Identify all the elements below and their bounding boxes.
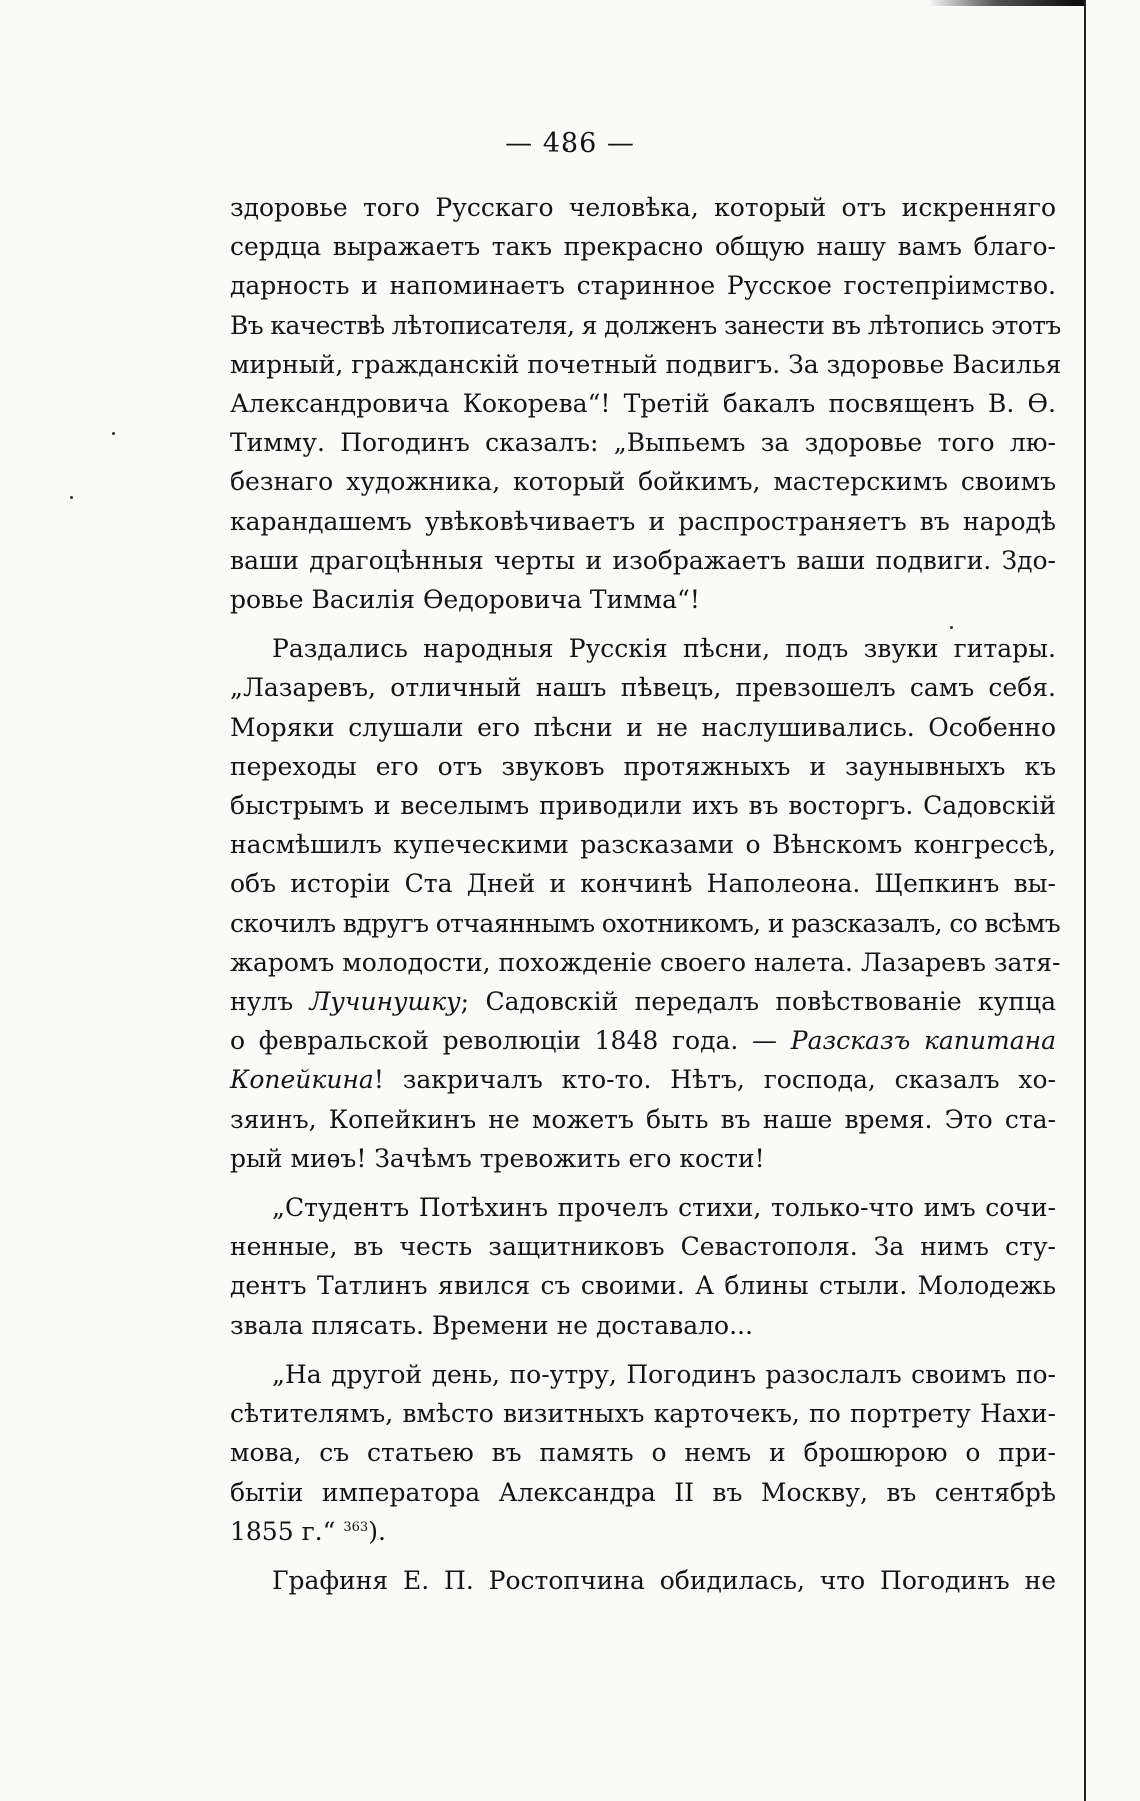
body-text bbox=[230, 188, 1062, 1600]
text-line-indented bbox=[230, 629, 1056, 668]
text-span: нулъ bbox=[230, 987, 294, 1017]
footnote-marker: 363 bbox=[343, 1519, 369, 1535]
text-line: зяинъ, Копейкинъ не можетъ быть въ наше время. Это ста- bbox=[230, 1104, 1056, 1134]
paragraph-gap bbox=[230, 1551, 1056, 1561]
text-line: ровье Василія Ѳедоровича Тимма“! bbox=[230, 585, 700, 615]
italic-title: Лучинушку bbox=[309, 987, 461, 1017]
text-line: „На другой день, по-утру, Погодинъ разослалъ своимъ по- bbox=[272, 1359, 1056, 1389]
text-span: ! закричалъ кто-то. Нѣтъ, господа, сказалъ хо- bbox=[373, 1065, 1056, 1095]
paragraph-gap bbox=[230, 1178, 1056, 1188]
text-line: звала плясать. Времени не доставало... bbox=[230, 1310, 753, 1340]
text-line-mixed bbox=[230, 1060, 1056, 1099]
text-span: 1855 г.“ bbox=[230, 1516, 336, 1546]
text-line: скочилъ вдругъ отчаяннымъ охотникомъ, и разсказалъ, со всѣмъ bbox=[230, 908, 1061, 938]
text-line: Александровича Кокорева“! Третій бакалъ посвященъ В. Ѳ. bbox=[230, 389, 1056, 419]
text-span: о февральской революціи 1848 года. — bbox=[230, 1026, 778, 1056]
text-line: объ исторіи Ста Дней и кончинѣ Наполеона. Щепкинъ вы- bbox=[230, 869, 1056, 899]
text-line: быстрымъ и веселымъ приводили ихъ въ восторгъ. Садовскій bbox=[230, 791, 1056, 821]
text-line-indented bbox=[230, 1355, 1056, 1394]
text-line: „Студентъ Потѣхинъ прочелъ стихи, только-что имъ сочи- bbox=[272, 1193, 1056, 1223]
text-line: Графиня Е. П. Ростопчина обидилась, что Погодинъ не bbox=[272, 1565, 1056, 1595]
text-line: бытіи императора Александра II въ Москву, въ сентябрѣ bbox=[230, 1477, 1056, 1507]
paragraph-gap bbox=[230, 619, 1056, 629]
paragraph-4 bbox=[230, 1355, 1056, 1551]
text-line: сѣтителямъ, вмѣсто визитныхъ карточекъ, по портрету Нахи- bbox=[230, 1399, 1056, 1429]
page-number: — 486 — bbox=[505, 128, 635, 159]
text-line: рый миѳъ! Зачѣмъ тревожить его кости! bbox=[230, 1143, 765, 1173]
text-line: Въ качествѣ лѣтописателя, я долженъ занести въ лѣтопись этотъ bbox=[230, 310, 1061, 340]
text-line: Тимму. Погодинъ сказалъ: „Выпьемъ за здоровье того лю- bbox=[230, 428, 1056, 458]
scan-smudge bbox=[930, 0, 1090, 6]
scan-speck bbox=[70, 496, 73, 499]
text-line: насмѣшилъ купеческими разсказами о Вѣнскомъ конгрессѣ, bbox=[230, 830, 1056, 860]
paragraph-1 bbox=[230, 188, 1062, 619]
text-line-indented bbox=[230, 1561, 1056, 1600]
text-line-indented bbox=[230, 1188, 1056, 1227]
text-line-mixed bbox=[230, 1021, 1056, 1060]
italic-title: Копейкина bbox=[230, 1065, 374, 1095]
text-line: безнаго художника, который бойкимъ, мастерскимъ своимъ bbox=[230, 467, 1056, 497]
paragraph-gap bbox=[230, 1345, 1056, 1355]
text-line-mixed bbox=[230, 982, 1056, 1021]
text-line: жаромъ молодости, похожденіе своего налета. Лазаревъ затя- bbox=[230, 947, 1061, 977]
text-line: дентъ Татлинъ явился съ своими. А блины стыли. Молодежь bbox=[230, 1271, 1056, 1301]
text-line: дарность и напоминаетъ старинное Русское гостепріимство. bbox=[230, 271, 1056, 301]
text-line: Моряки слушали его пѣсни и не наслушивались. Особенно bbox=[230, 712, 1056, 742]
text-span: ). bbox=[368, 1516, 386, 1546]
text-line: карандашемъ увѣковѣчиваетъ и распространяетъ въ народѣ bbox=[230, 506, 1056, 536]
text-line: мова, съ статьею въ память о немъ и брошюрою о при- bbox=[230, 1438, 1056, 1468]
text-line: „Лазаревъ, отличный нашъ пѣвецъ, превзошелъ самъ себя. bbox=[230, 673, 1056, 703]
text-line-footnote bbox=[230, 1512, 1056, 1551]
page-edge bbox=[1084, 0, 1140, 1801]
scan-speck bbox=[112, 432, 115, 435]
text-line: переходы его отъ звуковъ протяжныхъ и заунывныхъ къ bbox=[230, 751, 1056, 781]
text-line: здоровье того Русскаго человѣка, который отъ искренняго bbox=[230, 193, 1056, 222]
text-line: ваши драгоцѣнныя черты и изображаетъ ваши подвиги. Здо- bbox=[230, 545, 1056, 575]
italic-title: Разсказъ капитана bbox=[790, 1026, 1056, 1056]
paragraph-5 bbox=[230, 1561, 1056, 1600]
text-line: мирный, гражданскій почетный подвигъ. За здоровье Василья bbox=[230, 349, 1062, 379]
text-line: Раздались народныя Русскія пѣсни, подъ звуки гитары. bbox=[272, 634, 1056, 664]
text-line: сердца выражаетъ такъ прекрасно общую нашу вамъ благо- bbox=[230, 232, 1056, 262]
paragraph-2 bbox=[230, 629, 1061, 1178]
paragraph-3 bbox=[230, 1188, 1056, 1345]
text-span: ; Садовскій передалъ повѣствованіе купца bbox=[460, 987, 1056, 1017]
text-line: ненные, въ честь защитниковъ Севастополя. За нимъ сту- bbox=[230, 1232, 1056, 1262]
